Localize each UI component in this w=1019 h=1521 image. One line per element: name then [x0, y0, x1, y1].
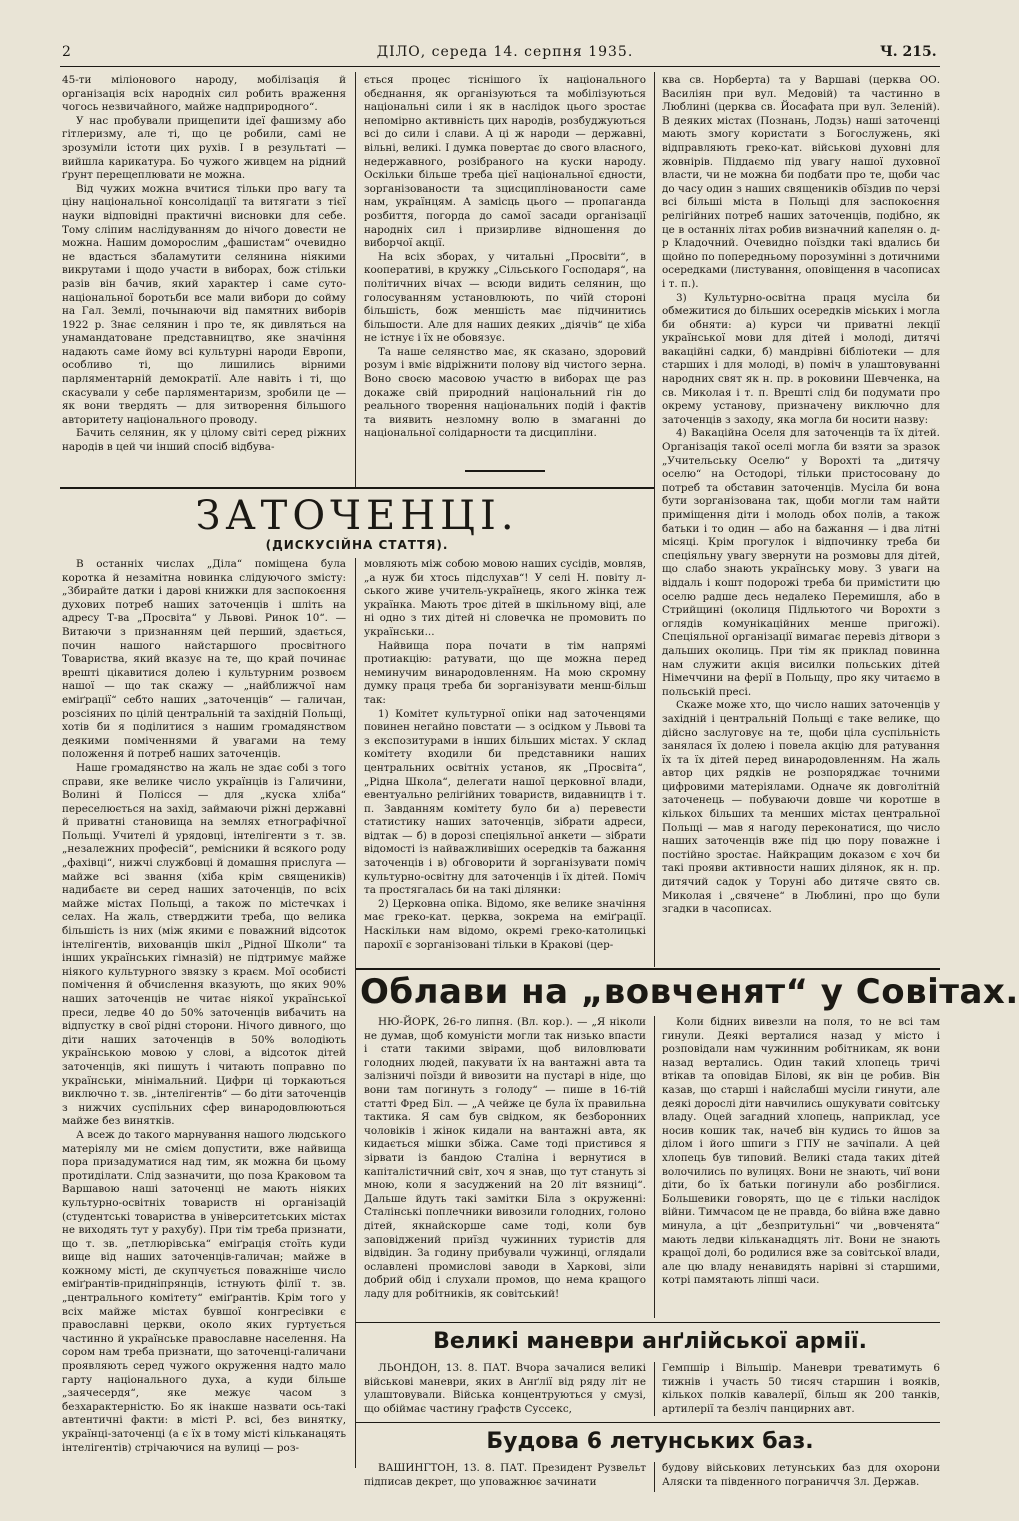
masthead: ДІЛО, середа 14. серпня 1935. — [376, 44, 634, 60]
column-divider — [355, 72, 356, 487]
paragraph: У нас пробували прищепити ідеї фашизму або гітлеризму, але ті, що це робили, самі не зрозуміли істоти цих рухів. І в результаті — вийшла карикатура. Бо чужого живцем на рідний ґрунт перещеплювати не можна. — [62, 114, 346, 182]
paragraph: 2) Церковна опіка. Відомо, яке велике значіння має греко-кат. церква, зокрема на еміґрації. Наскільки нам відомо, окремі греко-католицькі парохії є зорганізовані тільки в Кракові (цер- — [364, 897, 646, 951]
paragraph: Гемпшір і Вільшір. Маневри треватимуть 6 тижнів і участь 50 тисяч старшин і вояків, кількох полків кавалерії, більш як 200 танків, артилерії та безліч панцирних авт. — [662, 1362, 940, 1415]
paragraph: Скаже може хто, що число наших заточенців у західній і центральній Польщі є таке велике, що дійсно заслуговує на те, щоби ціла суспільність занялася їх долею і повела акцію для ратування їх та їх дітей перед винародовленням. На жаль автор цих рядків не розпоряджає точними цифровими матеріялами. Одначе як довголітній заточенець — побуваючи довше чи коротше в кількох більших та менших містах центральної Польщі — мав я нагоду переконатися, що число наших заточенців вже під цю пору поважне і постійно зростає. Найкращим доказом є хоч би такі прояви активности наших ділянок, як н. пр. дитячий садок у Торуні або дитяче свято св. Миколая і „свячене“ в Люблині, про що були згадки в часописах. — [662, 699, 940, 916]
paragraph: Коли бідних вивезли на поля, то не всі там гинули. Деякі верталися назад у місто і розповідали нам чужинним робітникам, як вони назад вертались. Один такий хлопець тричі втікав та оповідав Білові, як він це робив. Він казав, що старші і найслабші мусіли гинути, але деякі дорослі діти навчились ошукувати совітську владу. Оцей загадний хлопець, наприклад, усе носив кошик так, начеб він кудись то йшов за ділом і його шпиги з ГПУ не зачіпали. А цей хлопець був типовий. Великі стада таких дітей волочились по вулицях. Вони не знають, чиї вони діти, бо їх батьки погинули або розбіглися. Большевики говорять, що це є тільки наслідок війни. Тимчасом це не правда, бо війна вже давно минула, а ціт „безпритульні“ чи „вовченята“ мають ледви кільканадцять літ. Вони не знають кращої долі, бо родилися вже за совітської влади, але цю владу ненавидять нарівні зі старшими, котрі памятають ліпші часи. — [662, 1016, 940, 1287]
budova-headline: Будова 6 летунських баз. — [486, 1429, 814, 1454]
zatochentsi-column-2 — [364, 558, 646, 968]
article-end-rule — [465, 470, 545, 472]
column-divider — [654, 1016, 655, 1318]
paragraph: ється процес тіснішого їх національного обєднання, як організуються та мобілізуються національні сили і як в наслідок цього зростає непомірно активність цих народів, розбуджуються всі до сили і слави. А ці ж народи — державні, вільні, великі. І думка повертає до свого власного, недержавного, розібраного на куски народу. Оскільки більше треба цієї національної єдности, зорганізованости та зцисциплінованости саме нам, українцям. А замісць цього — пропаганда розбиття, погорда до самої засади організації народніх сил і призирливе відношення до виборчої акції. — [364, 74, 646, 250]
manevry-column-1 — [364, 1362, 646, 1416]
paragraph: 3) Культурно-освітна праця мусіла би обмежитися до більших осередків міських і могла би обняти: а) курси чи приватні лекції української мови для дітей і молоді, дитячі вакаційні садки, б) мандрівні бібліотеки — для старших і для молоді, в) поміч в улаштовуванні народних свят як н. пр. в роковини Шевченка, на св. Миколая і т. п. Врешті слід би подумати про окрему установу, призначену виключно для заточенців з заходу, яка могла би носити назву: — [662, 291, 940, 426]
paragraph: Бачить селянин, як у цілому світі серед ріжних народів в цей чи інший спосіб відбува- — [62, 427, 346, 454]
oblavy-column-2 — [662, 1016, 940, 1318]
paragraph: Від чужих можна вчитися тільки про вагу та ціну національної консолідації та витягати з тієї науки відповідні практичні висновки для себе. Тому сліпим наслідуванням до нічого довести не можна. Нашим доморослим „фашистам“ очевидно не вдасться збаламутити селянина ніякими викрутами і щодо участи в виборах, бож стільки разів він бачив, який характер і саме суто-національної боротьби все мали вибори до сойму на Гал. Землі, почынаючи від памятних виборів 1922 р. Знає селянин і про те, як дивляться на унамандатоване представництво, яке значіння надають саме йому всі культурні народи Европи, особливо ті, що лишились вірними парляментарній демократії. Але навіть і ті, що скасували у себе парляментаризм, зробили це — як вони твердять — для зитворення більшого авторитету національного проводу. — [62, 182, 346, 426]
section-rule — [60, 487, 654, 489]
column-divider — [355, 558, 356, 1468]
budova-column-1 — [364, 1462, 646, 1492]
budova-column-2 — [662, 1462, 940, 1492]
section-rule — [356, 1422, 940, 1423]
zatochentsi-column-1 — [62, 558, 346, 1468]
section-rule — [356, 968, 940, 970]
oblavy-column-1 — [364, 1016, 646, 1318]
header-rule — [60, 66, 940, 67]
paragraph: мовляють між собою мовою наших сусідів, мовляв, „а нуж би хтось підслухав“! У селі Н. повіту л-ського живе учитель-українець, якого жінка теж українка. Мають троє дітей в шкільному віці, але ні одно з тих дітей ні словечка не промовить по українськи... — [364, 558, 646, 638]
issue-number: Ч. 215. — [880, 44, 937, 60]
paragraph: 4) Вакаційна Оселя для заточенців та їх дітей. Організація такої оселі могла би взяти за зразок „Учительську Оселю“ у Ворохті та „дитячу оселю“ на Остодорі, тільки пристосовану до потреб та обставин заточенців. Мусіла би вона бути зорганізована так, щоби могли там найти приміщення діти і молодь обох полів, а також батьки і то один — або на бажання — і два літні місяці. Крім прогулок і відпочинку треба би спеціяльну увагу звернути на розмовы для дітей, що слабо знають українську мову. З уваги на віддаль і кошт подорожі треба би примістити цю оселю радше десь недалеко Перемишля, або в Стрийщині (околиця Підльютого чи Ворохти з оглядів комунікаційних менше пригожі). Спеціяльної організації вимагає перевіз дітвори з дальших околиць. При тім як приклад повинна нам служити акція висилки польських дітей Німеччини на ферії в Польщу, про яку читаємо в польській пресі. — [662, 427, 940, 698]
paragraph: ква св. Норберта) та у Варшаві (церква ОО. Василіян при вул. Медовій) та частинно в Люблині (церква св. Йосафата при вул. Зеленій). В деяких містах (Познань, Лодзь) наші заточенці мають змогу користати з Богослужень, які відправляють греко-кат. військові духовні для жовнірів. Піддаємо під увагу нашої духовної власти, чи не можна би подбати про те, щоби час до часу один з наших священиків обїздив по черзі всі більші міста в Польщі для заспокоєння релігійних потреб наших заточенців, подібно, як це в останніх літах робив визначний капелян о. д-р Кладочний. Очевидно поїздки такі вдались би щойно по попередньому порозумінні з дотичними осередками (листування, оповіщення в часописах і т. п.). — [662, 74, 940, 290]
zatochentsi-headline: ЗАТОЧЕНЦІ. — [195, 493, 519, 539]
zatochentsi-column-3 — [662, 74, 940, 969]
manevry-headline: Великі маневри анґлійської армії. — [433, 1329, 867, 1354]
section-rule — [356, 1322, 940, 1323]
manevry-column-2 — [662, 1362, 940, 1416]
paragraph: 45-ти міліонового народу, мобілізація й організація всіх народніх сил робить враження чогось незвичайного, майже надприродного“. — [62, 74, 346, 114]
column-divider — [654, 1362, 655, 1416]
paragraph: На всіх зборах, у читальні „Просвіти“, в кооперативі, в кружку „Сільського Господаря“, на політичних вічах — всюди видить селянин, що голосуванням установлюють, по чиїй стороні більшість, бож меншість має підчинитись більшости. Але для наших деяких „діячів“ це хіба не істнує і їх не обовязує. — [364, 250, 646, 345]
paragraph: А всеж до такого марнування нашого людського матеріялу ми не смієм допустити, вже найвища пора призадуматися над тим, як можна би цьому протиділати. Слід зазначити, що поза Краковом та Варшавою наші заточенці не мають ніяких культурно-освітніх товариств ні організацій (студентські товариства в університетських містах не виходять тут у рахубу). При тім треба признати, що т. зв. „петлюрівська“ еміґрація стоїть куди вище від наших заточенців-галичан; майже в кожному місті, де скупчується поважніше число еміґрантів-придніпрянців, істнують філії т. зв. „центрального комітету“ еміґрантів. Крім того у всіх майже містах бувшої конгресівки є православні церкви, около яких гуртується частинно й українське православне населення. На сором нам треба признати, що заточенці-галичани проявляють серед чужого окруження надто мало гарту національного духа, а куди більше „заячесердя“, яке межує часом з безхарактерністю. Бо як інакше назвати ось-такі автентичні факти: в місті Р. всі, без винятку, українці-заточенці (а є їх в тому місті кільканацять інтелігентів) стрічаючися на вулиці — роз- — [62, 1128, 346, 1454]
paragraph: 1) Комітет культурної опіки над заточенцями повинен негайно повстати — з осідком у Львові та з експозитурами в інших більших містах. У склад комітету входили би представники наших центральних освітніх установ, як „Просвіта“, „Рідна Школа“, делегати нашої церковної влади, евентуально релігійних товариств, видавництв і т. п. Завданням комітету було би а) перевести статистику наших заточенців, зібрати адреси, відтак — б) в дорозі спеціяльної анкети — зібрати відомості із найважливіших осередків та бажання заточенців і в) обговорити й зорганізувати поміч культурно-освітну для заточенців і їх дітей. Поміч та простягалась би на такі ділянки: — [364, 707, 646, 897]
paragraph: В останніх числах „Діла“ поміщена була коротка й незамітна новинка слідуючого змісту: „Збирайте датки і дарові книжки для заспокоєння духових потреб наших заточенців і шліть на адресу Т-ва „Просвіта“ у Львові. Ринок 10“. — Витаючи з признанням цей перший, здається, почин нашого найстаршого просвітного Товариства, який вказує на те, що край починає врешті цікавитися долею і культурним розвоєм нашої — що так скажу — „найближчої нам еміґрації“ себто наших „заточенців“ — галичан, розсіяних по цілій центральній та західній Польщі, хотів би я поділитися з нашим громадянством деякими поміченнями й увагами на тему положення й потреб наших заточенців. — [62, 558, 346, 761]
paragraph: Та наше селянство має, як сказано, здоровий розум і вміє відріжнити полову від чистого зерна. Воно своєю масовою участю в виборах ще раз докаже свій природний національний гін до реального творення національних подій і фактів та виявить незломну волю в змаганні до національної солідарности та дисципліни. — [364, 345, 646, 440]
zatochentsi-subtitle: (ДИСКУСІЙНА СТАТТЯ). — [265, 538, 449, 552]
paragraph: ЛЬОНДОН, 13. 8. ПАТ. Вчора зачалися великі військові маневри, яких в Анґлії від ряду літ не улаштовували. Війська концентруються у смузі, що обіймає частину ґрафств Суссекс, — [364, 1362, 646, 1415]
paragraph: будову військових летунських баз для охорони Аляски та південного пограниччя Зл. Держав. — [662, 1462, 940, 1488]
top-article-column-2 — [364, 74, 646, 454]
paragraph: ВАШИНГТОН, 13. 8. ПАТ. Президент Рузвельт підписав декрет, що уповажнює зачинати — [364, 1462, 646, 1488]
paragraph: Найвища пора почати в тім напрямі протиакцію: ратувати, що ще можна перед неминучим винародовленням. На мою скромну думку праця треба би зорганізувати менш-більш так: — [364, 639, 646, 706]
column-divider — [654, 1462, 655, 1492]
paragraph: Наше громадянство на жаль не здає собі з того справи, яке велике число українців із Галичини, Волині й Полісся — для „куска хліба“ переселюється на захід, займаючи ріжні державні й приватні становища на землях етнографічної Польщі. Учителі й урядовці, інтелігенти з т. зв. „незалежних професій“, ремісники й всякого роду „фахівці“, нижчі службовці й домашня прислуга — майже всі звання (хіба крім священиків) надибаєте ви серед наших заточенців, по всіх майже містах Польщі, а також по містечках і селах. На жаль, стверджити треба, що велика більшість із них (між якими є поважний відсоток інтелігентів, вихованців шкіл „Рідної Школи“ та інших українських гімназій) не підтримує майже ніякого культурного звязку з краєм. Мої особисті помічення й обчислення вказують, що яких 90% наших заточенців не читає ніякої української преси, ледве 40 до 50% заточенців вибачить на відпустку в свої рідні сторони. Нічого дивного, що діти наших заточенців в 50% володіють українською мовою у слові, а відсоток дітей заточенців, які пишуть і читають поправно по українськи, мінімальний. Цифри ці торкаються виключно т. зв. „інтелігентів“ — бо діти заточенців з нижчих суспільних сфер винародовлюються майже без винятків. — [62, 761, 346, 1128]
top-article-column-1 — [62, 74, 346, 484]
column-divider — [654, 72, 655, 967]
page-number: 2 — [62, 44, 71, 60]
oblavy-headline: Облави на „вовченят“ у Совітах. — [360, 972, 1019, 1012]
paragraph: НЮ-ЙОРК, 26-го липня. (Вл. кор.). — „Я ніколи не думав, щоб комуністи могли так низько впасти і стати такими звірами, щоб виловлювати голодних людей, пакувати їх на вантажні авта та залізничі поїзди й вивозити на пустарі в ніде, що вони там погинуть з голоду“ — пише в 16-тій статті Фред Біл. — „А чейже це була їх правильна тактика. Я сам був свідком, як безборонних чоловіків і жінок кидали на вантажні авта, як кидається мішки збіжа. Саме тоді пристився я зірвати із бандою Сталіна і вернутися в капіталістичний світ, хоч я знав, що тут стануть зі мною, коли я засуджений на 20 літ вязниці“. Дальше йдуть такі замітки Біла з окруженні: Сталінські поплечники вивозили голодних, голоно дітей, якнайскорше саме тоді, коли був заповіджений приїзд чужинних туристів для відвідин. За годину прибували чужинці, оглядали ославлені промислові заводи в Харкові, зіли добрий обід і слухали промов, що нема кращого ладу для робітників, як совітський! — [364, 1016, 646, 1300]
